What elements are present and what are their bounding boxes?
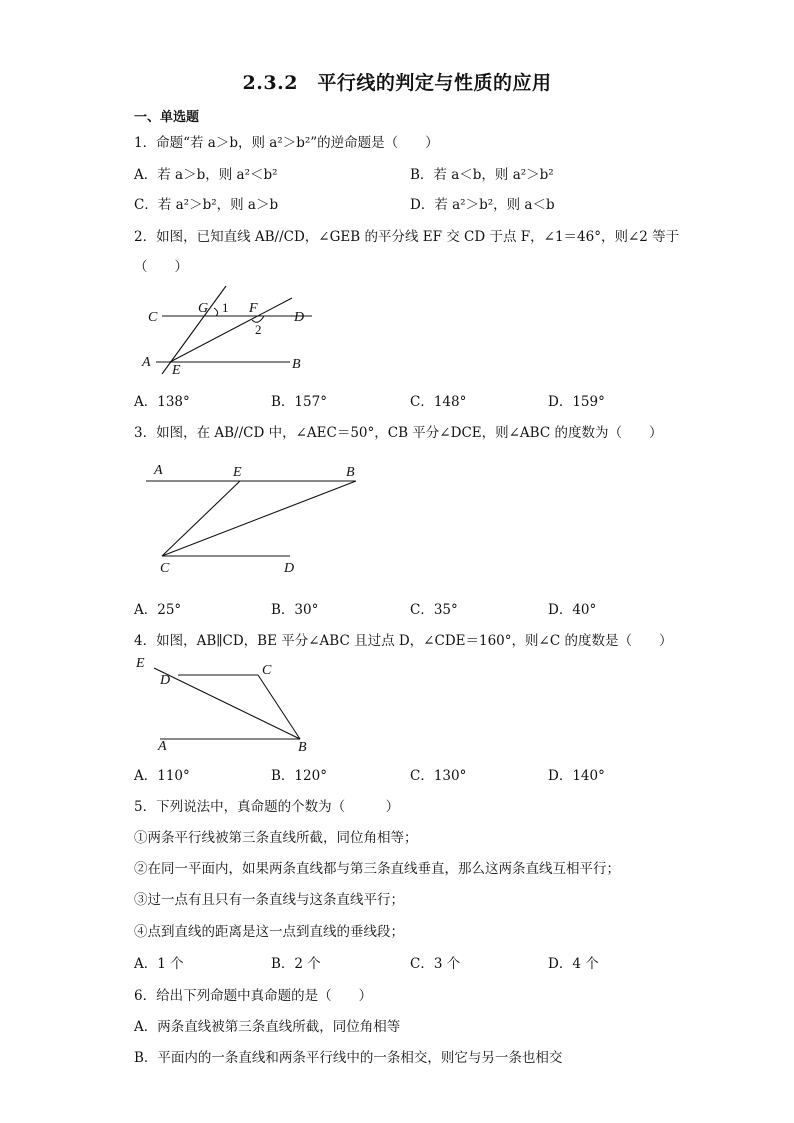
q2-figure [134,284,334,376]
label-c: C [160,561,170,576]
q3-option-c[interactable]: C．35° [410,602,458,618]
q2-option-c[interactable]: C．148° [410,394,467,410]
q5-stem: 5．下列说法中，真命题的个数为（ ） [134,799,400,815]
q4-figure [134,654,324,754]
q6-stem: 6．给出下列命题中真命题的是（ ） [134,988,373,1004]
label-c: C [262,663,272,678]
line-cb [258,675,300,739]
label-e: E [136,656,145,671]
q2-stem: 2．如图，已知直线 AB//CD，∠GEB 的平分线 EF 交 CD 于点 F，∠1＝46°，则∠2 等于 [134,229,680,245]
label-c: C [148,310,158,325]
label-b: B [346,465,355,480]
label-a: A [158,739,167,754]
q3-option-a[interactable]: A．25° [134,602,182,618]
q4-option-d[interactable]: D．140° [548,768,605,784]
q5-statement-3: ③过一点有且只有一条直线与这条直线平行； [134,892,404,908]
label-angle-2: 2 [255,322,262,337]
q3-option-b[interactable]: B．30° [271,602,319,618]
q2-option-b[interactable]: B．157° [271,394,327,410]
section-heading: 一、单选题 [134,110,200,125]
label-d: D [160,673,171,688]
label-e: E [172,363,181,376]
q5-option-a[interactable]: A．1 个 [134,956,184,972]
q1-option-d[interactable]: D．若 a²＞b²，则 a＜b [410,197,555,213]
q5-option-d[interactable]: D．4 个 [548,956,599,972]
label-a: A [154,463,163,478]
q3-option-d[interactable]: D．40° [548,602,597,618]
label-f: F [249,301,258,316]
q2-option-d[interactable]: D．159° [548,394,605,410]
q5-option-c[interactable]: C．3 个 [410,956,461,972]
label-angle-1: 1 [222,300,229,315]
q6-option-a[interactable]: A．两条直线被第三条直线所截，同位角相等 [134,1019,401,1035]
line-ce [162,481,240,556]
angle-1-arc [214,308,218,316]
q4-option-b[interactable]: B．120° [271,768,327,784]
q6-option-b[interactable]: B．平面内的一条直线和两条平行线中的一条相交，则它与另一条也相交 [134,1050,563,1066]
label-d: D [294,310,305,325]
q1-stem: 1．命题“若 a＞b，则 a²＞b²”的逆命题是（ ） [134,135,439,151]
line-cb [162,481,356,556]
q2-stem-cont: （ ） [134,259,188,275]
line-ef [170,298,292,362]
label-b: B [292,357,301,372]
q1-option-a[interactable]: A．若 a＞b，则 a²＜b² [134,167,278,183]
q4-option-a[interactable]: A．110° [134,768,190,784]
label-e: E [233,465,242,480]
label-d: D [284,561,295,576]
q1-option-b[interactable]: B．若 a＜b，则 a²＞b² [410,167,554,183]
q2-option-a[interactable]: A．138° [134,394,190,410]
line-eb [154,668,300,739]
q5-statement-2: ②在同一平面内，如果两条直线都与第三条直线垂直，那么这两条直线互相平行； [134,861,620,877]
label-b: B [298,740,307,754]
q3-stem: 3．如图，在 AB//CD 中，∠AEC＝50°，CB 平分∠DCE，则∠ABC 的度数为（ ） [134,425,663,441]
q5-statement-4: ④点到直线的距离是这一点到直线的垂线段； [134,924,404,940]
q4-stem: 4．如图，AB∥CD，BE 平分∠ABC 且过点 D，∠CDE＝160°，则∠C 的度数是（ ） [134,633,673,649]
q5-option-b[interactable]: B．2 个 [271,956,321,972]
q4-option-c[interactable]: C．130° [410,768,467,784]
page-title: 2.3.2 平行线的判定与性质的应用 [242,72,552,94]
label-g: G [198,301,209,316]
q5-statement-1: ①两条平行线被第三条直线所截，同位角相等； [134,830,418,846]
label-a: A [142,355,151,370]
q1-option-c[interactable]: C．若 a²＞b²，则 a＞b [134,197,279,213]
q3-figure [134,456,374,578]
